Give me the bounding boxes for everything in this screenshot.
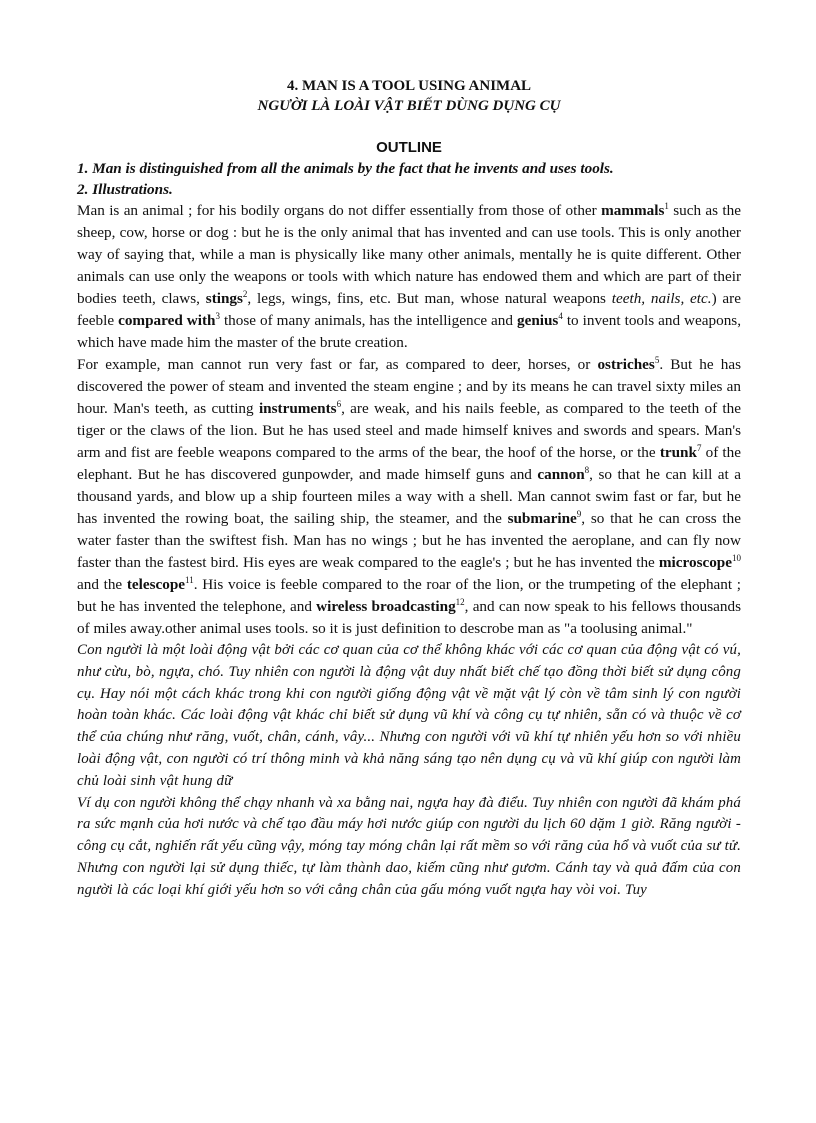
footnote-marker: 6	[336, 399, 342, 409]
footnote-marker: 7	[696, 443, 702, 453]
outline-heading: OUTLINE	[376, 139, 442, 156]
paragraph-text: to invent tools and weapons, which have made him the master of the brute creation.	[77, 312, 741, 351]
paragraph-text: For example, man cannot run very fast or far, as compared to deer, horses, or	[77, 356, 598, 373]
footnote-marker: 12	[455, 597, 465, 607]
vietnamese-paragraph-1: Con người là một loài động vật bởi các cơ quan của cơ thể không khác với các cơ quan của động vật có vú, như cừu, bò, ngựa, chó. Tuy nhiên con người là động vật duy nhất biết chế tạo đồng thời biết sử dụng công cụ. Hay nói một cách khác trong khi con người giống động vật về mặt vật lý còn về tâm sinh lý con người hoàn toàn khác. Các loài động vật khác chỉ biết sử dụng vũ khí và công cụ tự nhiên, sẵn có và thuộc về cơ thể của chúng như răng, vuốt, chân, cánh, vây... Nhưng con người với vũ khí tự nhiên yếu hơn so với nhiều loài động vật, con người có trí thông minh và khả năng sáng tạo nên dụng cụ và vũ khí giúp con người làm chủ loài sinh vật hung dữ	[77, 642, 741, 789]
paragraph-text: . His voice is feeble compared to the roar of the lion, or the trumpeting of the elephant ; but he has invented the telephone, and	[77, 576, 741, 615]
essay-title: 4. MAN IS A TOOL USING ANIMAL	[286, 78, 532, 94]
footnote-marker: 4	[558, 311, 563, 321]
essay-subtitle: NGƯỜI LÀ LOÀI VẬT BIẾT DÙNG DỤNG CỤ	[257, 98, 561, 114]
vocabulary-term: trunk	[659, 444, 697, 461]
document-content	[77, 76, 741, 902]
footnote-marker: 1	[664, 201, 669, 211]
vocabulary-term: telescope	[126, 576, 186, 593]
english-paragraph-2	[77, 354, 741, 640]
footnote-marker: 8	[584, 465, 590, 475]
outline-point-2: 2. Illustrations.	[77, 181, 173, 198]
vocabulary-term: mammals	[601, 202, 665, 219]
vocabulary-term: cannon	[537, 466, 585, 483]
footnote-marker: 11	[185, 575, 194, 585]
vocabulary-term: instruments	[258, 400, 337, 417]
footnote-marker: 10	[732, 553, 741, 563]
paragraph-text: , and can now speak to his fellows thousands of miles away.other animal uses tools. so it is just definition to descrobe man as "a toolusing animal."	[77, 598, 741, 637]
vocabulary-term: ostriches	[597, 356, 655, 373]
outline-point-1: 1. Man is distinguished from all the animals by the fact that he invents and uses tools.	[77, 160, 614, 177]
paragraph-text: , so that he can cross the water faster than the swiftest fish. Man has no wings ; but he has invented the aeroplane, and can fly now faster than the fastest bird. His eyes are weak compared to the eagle's ; but he has invented the	[77, 510, 741, 571]
english-paragraph-1	[77, 200, 741, 354]
vocabulary-term: genius	[516, 312, 559, 329]
vocabulary-term: microscope	[658, 554, 732, 571]
footnote-marker: 9	[576, 509, 582, 519]
paragraph-text: , legs, wings, fins, etc. But man, whose natural weapons	[247, 290, 612, 307]
vietnamese-paragraph-2: Ví dụ con người không thể chạy nhanh và xa bằng nai, ngựa hay đà điểu. Tuy nhiên con người đã khám phá ra sức mạnh của hơi nước và chế tạo đầu máy hơi nước giúp con người du lịch 60 dặm 1 giờ. Răng người - công cụ cắt, nghiến rất yếu cũng vậy, móng tay móng chân lại rất mềm so với răng của hổ và vuốt của sư tử. Nhưng con người lại sử dụng thiếc, tự làm thành dao, kiếm cũng như gươm. Cánh tay và quả đấm của con người là các loại khí giới yếu hơn so với cẳng chân của gấu móng vuốt ngựa hay vòi voi. Tuy	[77, 794, 741, 898]
paragraph-text: and the	[77, 576, 127, 593]
footnote-marker: 5	[654, 355, 660, 365]
vocabulary-term: submarine	[507, 510, 577, 527]
footnote-marker: 2	[242, 289, 248, 299]
paragraph-text: ) are feeble	[77, 290, 741, 329]
paragraph-text: those of many animals, has the intelligence and	[219, 312, 517, 329]
footnote-marker: 3	[215, 311, 220, 321]
paragraph-text: such as the sheep, cow, horse or dog : but he is the only animal that has invented and can use tools. This is only another way of saying that, while a man is physically like many other animals, mentally he is quite different. Other animals can use only the weapons or tools with which nature has endowed them and which are part of their bodies teeth, claws,	[77, 202, 741, 307]
vocabulary-term: wireless broadcasting	[316, 598, 456, 615]
paragraph-text: . But he has discovered the power of steam and invented the steam engine ; and by its means he can travel sixty miles an hour. Man's teeth, as cutting	[77, 356, 741, 417]
paragraph-text: Man is an animal ; for his bodily organs do not differ essentially from those of other	[77, 202, 602, 219]
paragraph-text: of the elephant. But he has discovered gunpowder, and made himself guns and	[77, 444, 741, 483]
vocabulary-term: compared with	[118, 312, 216, 329]
paragraph-text: , are weak, and his nails feeble, as compared to the teeth of the tiger or the claws of the lion. But he has used steel and made himself knives and swords and spears. Man's arm and fist are feeble weapons compared to the arms of the bear, the hoof of the horse, or the	[77, 400, 741, 461]
italic-text: teeth, nails, etc.	[611, 290, 712, 307]
paragraph-text: , so that he can kill at a thousand yards, and blow up a ship fourteen miles a way with a shell. Man cannot swim fast or far, but he has invented the rowing boat, the sailing ship, the steamer, and the	[77, 466, 741, 527]
vocabulary-term: stings	[205, 290, 243, 307]
